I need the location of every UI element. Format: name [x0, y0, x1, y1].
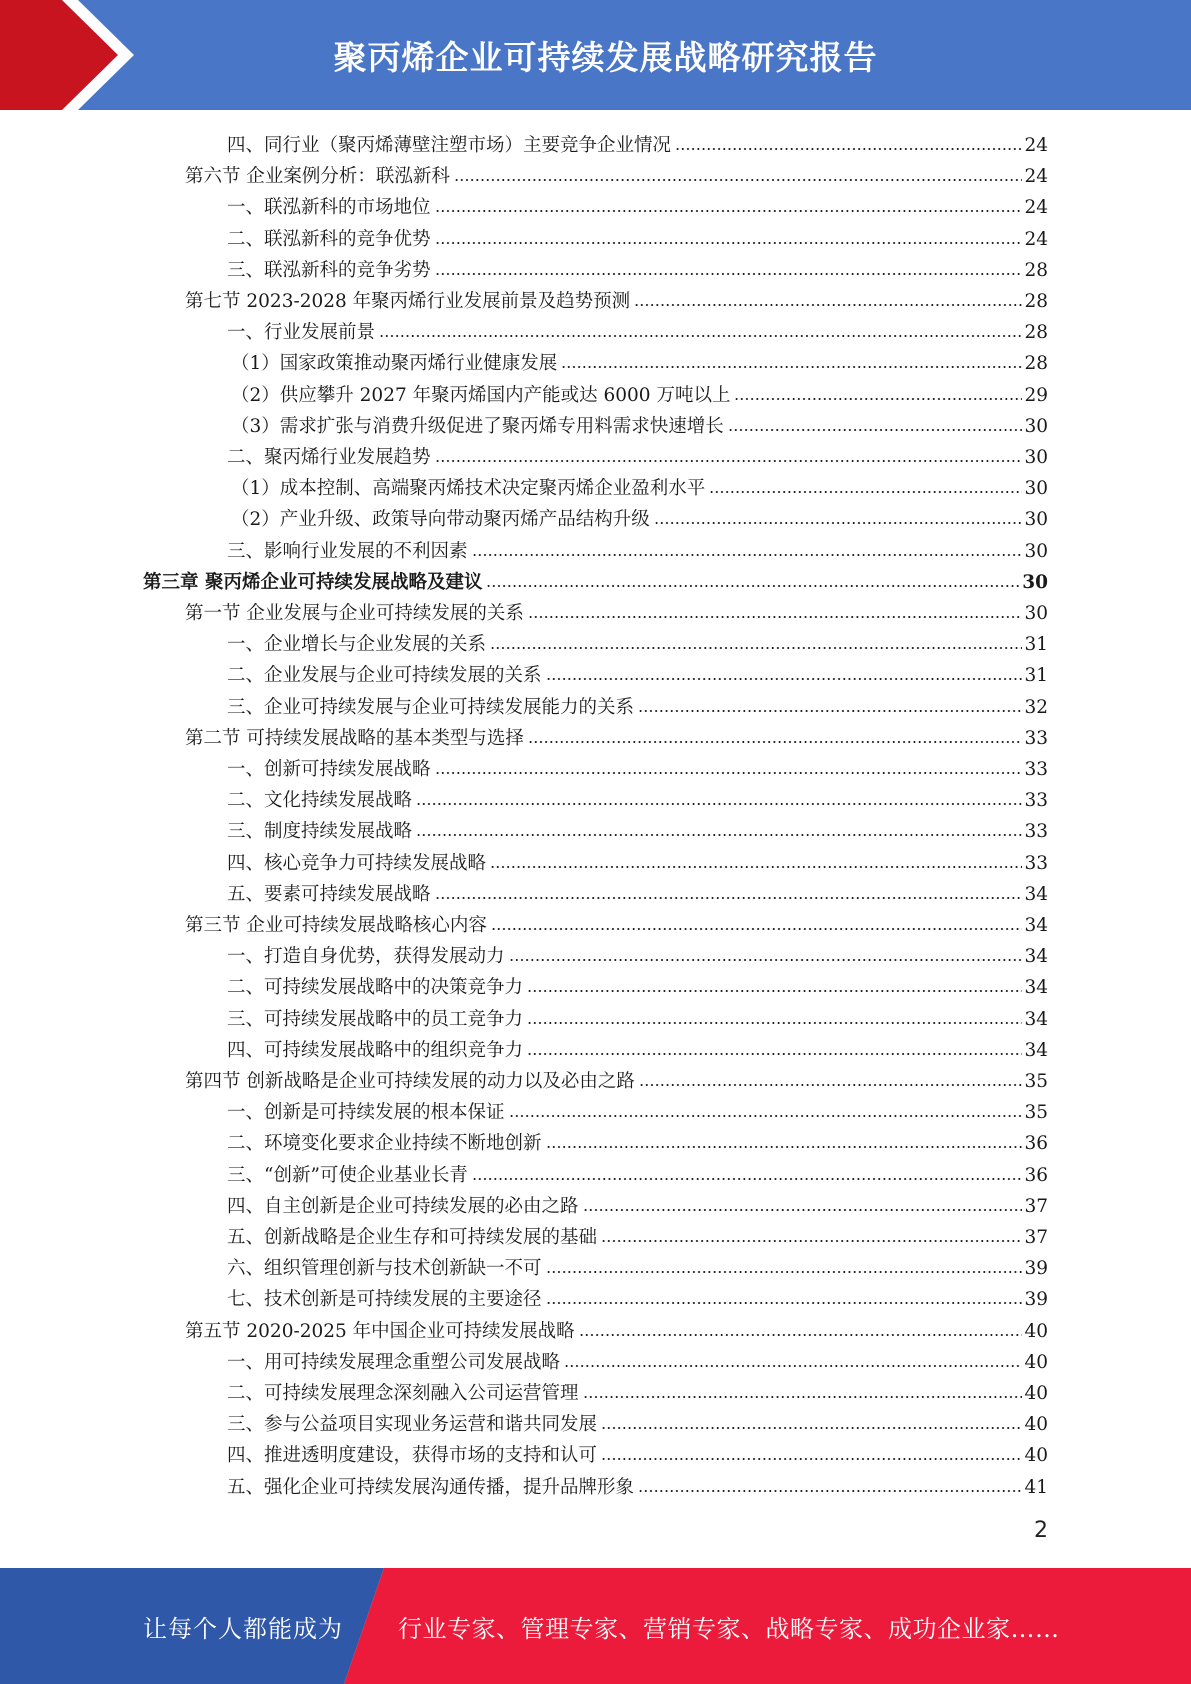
document-title: 聚丙烯企业可持续发展战略研究报告 [333, 37, 878, 77]
toc-entry-title: 三、“创新”可使企业基业长青 [227, 1164, 468, 1186]
toc-subsection-entry[interactable] [231, 346, 1048, 376]
toc-dot-leader [561, 364, 1022, 370]
toc-dot-leader [435, 770, 1023, 776]
toc-entry-page: 30 [1024, 540, 1048, 562]
toc-subsection-entry[interactable] [227, 658, 1048, 688]
toc-entry-title: 三、参与公益项目实现业务运营和谐共同发展 [227, 1414, 598, 1436]
toc-dot-leader [490, 864, 1022, 870]
toc-entry-page: 34 [1024, 1008, 1048, 1030]
toc-entry-page: 29 [1024, 384, 1048, 406]
toc-entry-title: （2）供应攀升 2027 年聚丙烯国内产能或达 6000 万吨以上 [231, 384, 731, 406]
toc-subsection-entry[interactable] [227, 1220, 1048, 1250]
toc-dot-leader [583, 1394, 1023, 1400]
toc-subsection-entry[interactable] [227, 1002, 1048, 1032]
toc-dot-leader [454, 177, 1023, 183]
toc-dot-leader [654, 520, 1023, 526]
toc-subsection-entry[interactable] [227, 1251, 1048, 1281]
toc-entry-page: 31 [1024, 634, 1048, 656]
toc-dot-leader [564, 1363, 1022, 1369]
toc-entry-page: 40 [1024, 1383, 1048, 1404]
toc-entry-title: 二、环境变化要求企业持续不断地创新 [227, 1133, 542, 1155]
toc-entry-page: 24 [1024, 135, 1048, 156]
toc-entry-title: 三、联泓新科的竞争劣势 [227, 259, 431, 281]
toc-entry-title: 四、可持续发展战略中的组织竞争力 [227, 1039, 524, 1061]
toc-subsection-entry[interactable] [227, 1095, 1048, 1125]
toc-entry-page: 30 [1024, 603, 1048, 624]
toc-entry-title: 第二节 可持续发展战略的基本类型与选择 [185, 727, 524, 749]
toc-entry-page: 33 [1024, 821, 1048, 843]
toc-section-entry[interactable] [185, 908, 1048, 938]
toc-entry-page: 35 [1024, 1071, 1048, 1092]
toc-dot-leader [546, 1300, 1023, 1306]
toc-subsection-entry[interactable] [231, 378, 1048, 408]
toc-subsection-entry[interactable] [227, 846, 1048, 876]
toc-entry-page: 35 [1024, 1102, 1048, 1124]
toc-entry-title: 三、制度持续发展战略 [227, 821, 413, 843]
toc-subsection-entry[interactable] [227, 1033, 1048, 1063]
toc-dot-leader [638, 708, 1022, 714]
toc-dot-leader [509, 1113, 1023, 1119]
toc-dot-leader [527, 1051, 1022, 1057]
toc-entry-page: 39 [1024, 1289, 1048, 1311]
toc-entry-page: 24 [1024, 197, 1048, 219]
toc-dot-leader [435, 240, 1023, 246]
toc-entry-page: 28 [1024, 322, 1048, 344]
toc-dot-leader [634, 302, 1022, 308]
toc-dot-leader [491, 926, 1023, 932]
toc-entry-page: 33 [1024, 759, 1048, 780]
toc-dot-leader [472, 552, 1023, 558]
toc-entry-title: 第三节 企业可持续发展战略核心内容 [185, 915, 487, 936]
toc-dot-leader [527, 1020, 1022, 1026]
toc-dot-leader [509, 957, 1023, 963]
toc-subsection-entry[interactable] [227, 939, 1048, 969]
toc-entry-title: 二、文化持续发展战略 [227, 790, 413, 812]
toc-entry-page: 39 [1024, 1258, 1048, 1280]
toc-subsection-entry[interactable] [227, 627, 1048, 657]
page-number: 2 [1034, 1518, 1048, 1543]
toc-subsection-entry[interactable] [227, 440, 1048, 470]
toc-dot-leader [601, 1456, 1022, 1462]
toc-chapter-entry[interactable] [143, 565, 1048, 595]
toc-section-entry[interactable] [185, 1064, 1048, 1094]
toc-entry-title: 五、创新战略是企业生存和可持续发展的基础 [227, 1227, 598, 1248]
toc-entry-title: 五、强化企业可持续发展沟通传播，提升品牌形象 [227, 1476, 635, 1498]
toc-entry-title: 第四节 创新战略是企业可持续发展的动力以及必由之路 [185, 1071, 635, 1092]
toc-subsection-entry[interactable] [227, 690, 1048, 720]
toc-entry-page: 30 [1024, 478, 1048, 500]
toc-entry-page: 37 [1024, 1195, 1048, 1217]
toc-entry-title: （1）国家政策推动聚丙烯行业健康发展 [231, 353, 558, 375]
toc-entry-title: 一、用可持续发展理念重塑公司发展战略 [227, 1351, 561, 1373]
toc-entry-title: 第五节 2020-2025 年中国企业可持续发展战略 [185, 1320, 575, 1342]
toc-subsection-entry[interactable] [227, 970, 1048, 1000]
toc-dot-leader [435, 458, 1023, 464]
toc-entry-page: 40 [1024, 1351, 1048, 1373]
toc-entry-title: （2）产业升级、政策导向带动聚丙烯产品结构升级 [231, 509, 650, 531]
toc-entry-page: 28 [1024, 353, 1048, 375]
toc-entry-page: 36 [1024, 1164, 1048, 1186]
toc-entry-page: 30 [1024, 415, 1048, 437]
toc-subsection-entry[interactable] [227, 877, 1048, 907]
toc-subsection-entry[interactable] [227, 1438, 1048, 1468]
toc-subsection-entry[interactable] [227, 222, 1048, 252]
toc-entry-title: 二、企业发展与企业可持续发展的关系 [227, 665, 542, 687]
toc-entry-title: 一、创新是可持续发展的根本保证 [227, 1102, 505, 1124]
toc-entry-page: 34 [1024, 946, 1048, 968]
toc-section-entry[interactable] [185, 721, 1048, 751]
toc-dot-leader [486, 583, 1020, 589]
toc-dot-leader [638, 1488, 1022, 1494]
toc-entry-page: 40 [1024, 1414, 1048, 1436]
toc-entry-page: 40 [1024, 1320, 1048, 1342]
toc-subsection-entry[interactable] [227, 1158, 1048, 1188]
toc-subsection-entry[interactable] [227, 1126, 1048, 1156]
toc-dot-leader [379, 333, 1022, 339]
toc-subsection-entry[interactable] [231, 502, 1048, 532]
toc-entry-page: 30 [1024, 447, 1048, 468]
toc-entry-page: 30 [1024, 509, 1048, 531]
toc-subsection-entry[interactable] [227, 128, 1048, 158]
toc-entry-page: 40 [1024, 1445, 1048, 1467]
toc-subsection-entry[interactable] [227, 752, 1048, 782]
toc-dot-leader [728, 427, 1023, 433]
toc-entry-title: 一、企业增长与企业发展的关系 [227, 634, 487, 656]
toc-entry-page: 30 [1022, 571, 1048, 593]
toc-dot-leader [675, 146, 1022, 152]
toc-subsection-entry[interactable] [227, 814, 1048, 844]
toc-entry-page: 31 [1024, 665, 1048, 687]
toc-entry-title: （3）需求扩张与消费升级促进了聚丙烯专用料需求快速增长 [231, 415, 724, 437]
toc-entry-title: 二、可持续发展战略中的决策竞争力 [227, 977, 524, 999]
toc-entry-page: 41 [1024, 1476, 1048, 1498]
toc-entry-title: 第六节 企业案例分析：联泓新科 [185, 166, 450, 188]
toc-entry-page: 28 [1024, 259, 1048, 281]
toc-subsection-entry[interactable] [227, 190, 1048, 220]
toc-dot-leader [490, 645, 1022, 651]
toc-dot-leader [416, 832, 1022, 838]
toc-dot-leader [528, 739, 1023, 745]
toc-entry-title: 二、可持续发展理念深刻融入公司运营管理 [227, 1383, 579, 1404]
toc-entry-title: 四、核心竞争力可持续发展战略 [227, 852, 487, 874]
toc-entry-page: 34 [1024, 1039, 1048, 1061]
toc-section-entry[interactable] [185, 1314, 1048, 1344]
toc-entry-title: 四、自主创新是企业可持续发展的必由之路 [227, 1195, 579, 1217]
toc-entry-page: 36 [1024, 1133, 1048, 1155]
toc-dot-leader [527, 988, 1022, 994]
toc-subsection-entry[interactable] [227, 315, 1048, 345]
toc-dot-leader [601, 1425, 1022, 1431]
toc-entry-page: 37 [1024, 1227, 1048, 1248]
toc-dot-leader [435, 271, 1023, 277]
toc-dot-leader [416, 801, 1022, 807]
toc-subsection-entry[interactable] [231, 409, 1048, 439]
toc-dot-leader [579, 1332, 1023, 1338]
toc-subsection-entry[interactable] [231, 471, 1048, 501]
toc-entry-page: 34 [1024, 915, 1048, 936]
toc-dot-leader [709, 489, 1022, 495]
toc-dot-leader [601, 1238, 1022, 1244]
toc-entry-title: 三、可持续发展战略中的员工竞争力 [227, 1008, 524, 1030]
toc-entry-title: 二、联泓新科的竞争优势 [227, 228, 431, 250]
toc-subsection-entry[interactable] [227, 534, 1048, 564]
toc-entry-title: 第一节 企业发展与企业可持续发展的关系 [185, 603, 524, 624]
toc-entry-title: 五、要素可持续发展战略 [227, 883, 431, 905]
toc-entry-title: 三、影响行业发展的不利因素 [227, 540, 468, 562]
toc-entry-title: （1）成本控制、高端聚丙烯技术决定聚丙烯企业盈利水平 [231, 478, 706, 500]
toc-entry-page: 33 [1024, 852, 1048, 874]
toc-subsection-entry[interactable] [227, 1189, 1048, 1219]
toc-subsection-entry[interactable] [227, 253, 1048, 283]
toc-entry-title: 四、推进透明度建设，获得市场的支持和认可 [227, 1445, 598, 1467]
toc-entry-page: 34 [1024, 977, 1048, 999]
toc-subsection-entry[interactable] [227, 1376, 1048, 1406]
toc-dot-leader [734, 396, 1022, 402]
toc-dot-leader [528, 614, 1023, 620]
toc-dot-leader [472, 1176, 1023, 1182]
toc-entry-title: 六、组织管理创新与技术创新缺一不可 [227, 1258, 542, 1280]
page-footer [0, 1568, 1191, 1684]
toc-entry-title: 第七节 2023-2028 年聚丙烯行业发展前景及趋势预测 [185, 291, 631, 312]
footer-slogan-right: 行业专家、管理专家、营销专家、战略专家、成功企业家…… [398, 1614, 1060, 1643]
toc-section-entry[interactable] [185, 596, 1048, 626]
toc-entry-page: 34 [1024, 883, 1048, 905]
toc-dot-leader [435, 208, 1023, 214]
toc-entry-page: 33 [1024, 790, 1048, 812]
toc-entry-title: 一、联泓新科的市场地位 [227, 197, 431, 219]
toc-entry-page: 24 [1024, 228, 1048, 250]
toc-entry-title: 二、聚丙烯行业发展趋势 [227, 447, 431, 468]
toc-dot-leader [583, 1207, 1023, 1213]
toc-dot-leader [435, 895, 1023, 901]
toc-entry-title: 三、企业可持续发展与企业可持续发展能力的关系 [227, 696, 635, 718]
page-header [0, 0, 1191, 110]
toc-section-entry[interactable] [185, 159, 1048, 189]
toc-subsection-entry[interactable] [227, 1407, 1048, 1437]
toc-entry-title: 四、同行业（聚丙烯薄壁注塑市场）主要竞争企业情况 [227, 135, 672, 156]
toc-dot-leader [546, 1269, 1023, 1275]
toc-subsection-entry[interactable] [227, 1470, 1048, 1500]
toc-entry-page: 33 [1024, 727, 1048, 749]
footer-slogan-left: 让每个人都能成为 [143, 1614, 343, 1643]
toc-dot-leader [546, 1144, 1023, 1150]
toc-entry-page: 28 [1024, 291, 1048, 312]
toc-subsection-entry[interactable] [227, 783, 1048, 813]
toc-dot-leader [546, 676, 1023, 682]
toc-entry-title: 一、打造自身优势，获得发展动力 [227, 946, 505, 968]
toc-entry-title: 七、技术创新是可持续发展的主要途径 [227, 1289, 542, 1311]
toc-subsection-entry[interactable] [227, 1282, 1048, 1312]
toc-entry-page: 24 [1024, 166, 1048, 188]
toc-entry-title: 一、行业发展前景 [227, 322, 376, 344]
toc-dot-leader [639, 1082, 1023, 1088]
toc-entry-page: 32 [1024, 696, 1048, 718]
toc-entry-title: 第三章 聚丙烯企业可持续发展战略及建议 [143, 571, 483, 593]
toc-subsection-entry[interactable] [227, 1345, 1048, 1375]
toc-entry-title: 一、创新可持续发展战略 [227, 759, 431, 780]
toc-section-entry[interactable] [185, 284, 1048, 314]
